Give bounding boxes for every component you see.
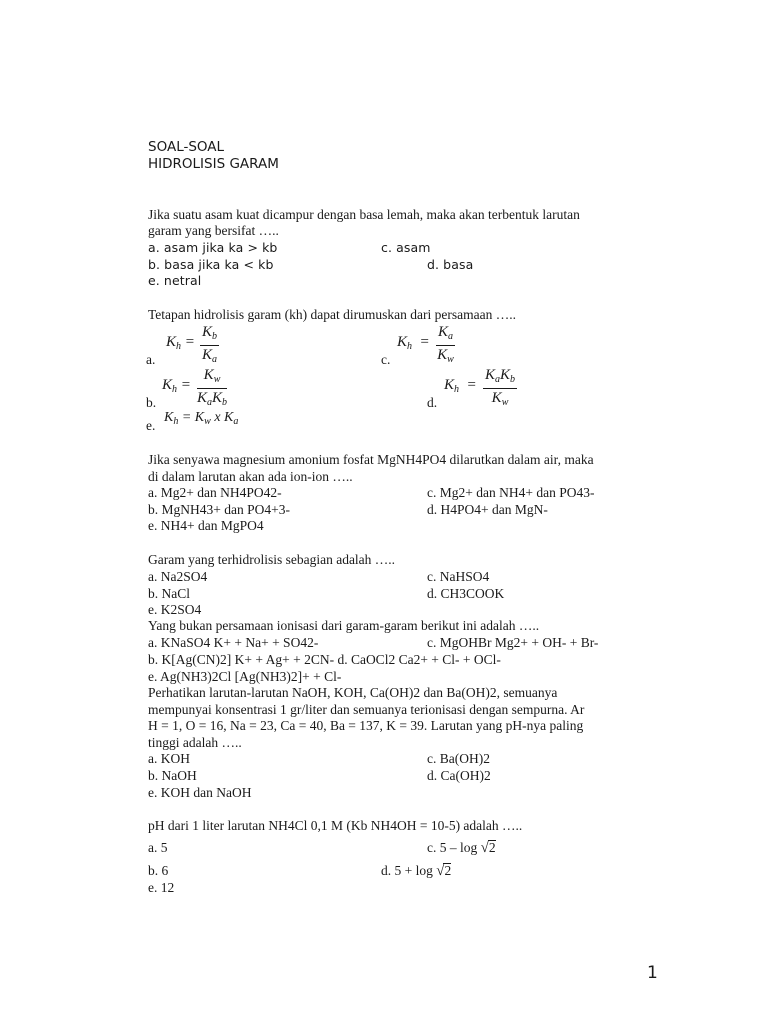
formula-e: $K_h = K_w$ x $K_a$: [164, 410, 239, 427]
q3-option-a: a. Mg2+ dan NH4PO42-: [148, 485, 282, 500]
formula-a-fraction: $\frac{K_b}{K_a}$: [202, 324, 218, 365]
q4-option-c: c. NaHSO4: [427, 569, 490, 584]
q3-text-2: di dalam larutan akan ada ion-ion …..: [148, 469, 353, 484]
q6-text-3: H = 1, O = 16, Na = 23, Ca = 40, Ba = 137, K = 39. Larutan yang pH-nya paling: [148, 718, 584, 733]
q3-option-b: b. MgNH43+ dan PO4+3-: [148, 502, 290, 517]
q6-option-a: a. KOH: [148, 751, 190, 766]
q1-option-c: c. asam: [381, 240, 431, 255]
q5-text: Yang bukan persamaan ionisasi dari garam-garam berikut ini adalah …..: [148, 618, 540, 633]
q7-option-a: a. 5: [148, 840, 168, 855]
formula-a-label: a.: [146, 352, 156, 367]
q3-option-c: c. Mg2+ dan NH4+ dan PO43-: [427, 485, 595, 500]
q6-option-c: c. Ba(OH)2: [427, 751, 490, 766]
q6-option-b: b. NaOH: [148, 768, 197, 783]
q7-text: pH dari 1 liter larutan NH4Cl 0,1 M (Kb NH4OH = 10-5) adalah …..: [148, 818, 523, 833]
formula-b-label: b.: [146, 395, 157, 410]
q1-text-1: Jika suatu asam kuat dicampur dengan basa lemah, maka akan terbentuk larutan: [148, 207, 580, 222]
title-line-2: HIDROLISIS GARAM: [148, 156, 279, 172]
formula-b-lhs: $K_h$ =: [162, 377, 191, 395]
q7-option-c: c. 5 – log √2: [427, 840, 496, 856]
q3-option-e: e. NH4+ dan MgPO4: [148, 518, 264, 533]
q6-option-d: d. Ca(OH)2: [427, 768, 491, 783]
q7-option-e: e. 12: [148, 880, 175, 895]
q6-option-e: e. KOH dan NaOH: [148, 785, 252, 800]
formula-d-fraction: $K_aK_b$ $K_w$: [485, 367, 516, 408]
page-number: 1: [647, 963, 658, 983]
formula-e-label: e.: [146, 418, 156, 433]
formula-d-label: d.: [427, 395, 438, 410]
q6-text-4: tinggi adalah …..: [148, 735, 242, 750]
q2-text: Tetapan hidrolisis garam (kh) dapat dirumuskan dari persamaan …..: [148, 307, 516, 322]
q6-text-1: Perhatikan larutan-larutan NaOH, KOH, Ca(OH)2 dan Ba(OH)2, semuanya: [148, 685, 558, 700]
formula-a-lhs: $K_h$ =: [166, 334, 195, 352]
q3-option-d: d. H4PO4+ dan MgN-: [427, 502, 548, 517]
formula-c-label: c.: [381, 352, 391, 367]
q5-option-b-d: b. K[Ag(CN)2] K+ + Ag+ + 2CN- d. CaOCl2 Ca2+ + Cl- + OCl-: [148, 652, 501, 667]
q1-option-d: d. basa: [427, 257, 474, 272]
formula-c-fraction: $\frac{K_a}{K_w}$: [437, 324, 454, 365]
formula-c-lhs: $K_h$ =: [397, 334, 430, 352]
formula-d-lhs: $K_h$ =: [444, 377, 477, 395]
title-line-1: SOAL-SOAL: [148, 139, 225, 155]
q4-option-e: e. K2SO4: [148, 602, 202, 617]
q7-option-b: b. 6: [148, 863, 169, 878]
q1-option-b: b. basa jika ka < kb: [148, 257, 274, 272]
q5-option-e: e. Ag(NH3)2Cl [Ag(NH3)2]+ + Cl-: [148, 669, 342, 684]
q4-option-b: b. NaCl: [148, 586, 190, 601]
q4-option-d: d. CH3COOK: [427, 586, 505, 601]
q5-option-c: c. MgOHBr Mg2+ + OH- + Br-: [427, 635, 599, 650]
q1-option-e: e. netral: [148, 273, 202, 288]
q4-option-a: a. Na2SO4: [148, 569, 208, 584]
q7-option-d: d. 5 + log √2: [381, 863, 452, 879]
q3-text-1: Jika senyawa magnesium amonium fosfat MgNH4PO4 dilarutkan dalam air, maka: [148, 452, 594, 467]
q1-option-a: a. asam jika ka > kb: [148, 240, 278, 255]
formula-b-fraction: $K_w$ $K_aK_b$: [197, 367, 228, 408]
q5-option-a: a. KNaSO4 K+ + Na+ + SO42-: [148, 635, 319, 650]
q1-text-2: garam yang bersifat …..: [148, 223, 279, 238]
q4-text: Garam yang terhidrolisis sebagian adalah …..: [148, 552, 396, 567]
q6-text-2: mempunyai konsentrasi 1 gr/liter dan semuanya terionisasi dengan sempurna. Ar: [148, 702, 585, 717]
